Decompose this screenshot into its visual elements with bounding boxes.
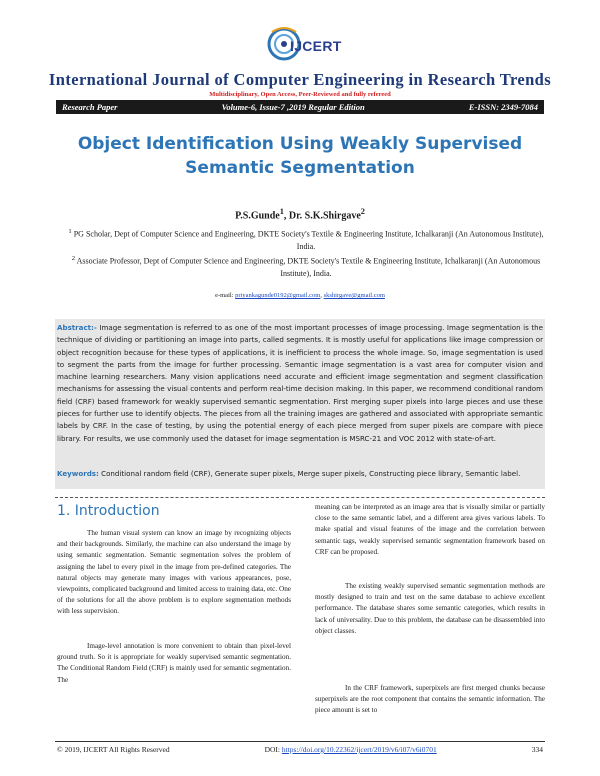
paper-type: Research Paper — [62, 102, 118, 112]
authors — [0, 207, 600, 221]
email-label: e-mail: — [215, 292, 236, 299]
author-separator: , — [283, 210, 289, 222]
keywords — [57, 468, 543, 479]
affiliation-2-sup: 2 — [71, 255, 76, 262]
doi — [265, 745, 437, 754]
section-heading-introduction: 1. Introduction — [57, 503, 160, 519]
abstract-label: Abstract:- — [57, 323, 97, 332]
affiliation-2-text: Associate Professor, Dept of Computer Science and Engineering, DKTE Society's Textile & Engineering Institute, Ichalkaranji (An Autonomous Institute), India. — [75, 256, 541, 278]
footer-divider — [55, 741, 545, 742]
header-bar — [56, 100, 544, 114]
paper-title-line1: Object Identification Using Weakly Supervised — [77, 134, 523, 154]
paragraph — [315, 581, 545, 637]
paper-title-line2: Semantic Segmentation — [185, 158, 415, 178]
paragraph — [57, 528, 291, 618]
logo-text: IJCERT — [290, 38, 342, 54]
author-1: P.S.Gunde — [235, 210, 280, 222]
journal-title: International Journal of Computer Engineering in Research Trends — [48, 70, 552, 89]
email-link-2[interactable]: skshirgave@gmail.com — [323, 292, 385, 299]
author-1-sup: 1 — [279, 207, 284, 216]
email-link-1[interactable]: priyankagunde0192@gmail.com — [235, 292, 321, 299]
author-2: Dr. S.K.Shirgave — [288, 210, 361, 222]
section-divider — [55, 497, 545, 498]
affiliation-2 — [66, 253, 546, 280]
email-line — [0, 292, 600, 299]
affiliation-1 — [66, 226, 546, 253]
paragraph-text: In the CRF framework, superpixels are first merged chunks because superpixels are the root component that contains the semantic information. The piece amount is set to — [315, 684, 545, 715]
volume-info: Volume-6, Issue-7 ,2019 Regular Edition — [221, 102, 365, 112]
paragraph — [315, 683, 545, 717]
paragraph-text: meaning can be interpreted as an image area that is visually similar or partially close to the same semantic label, and a different area gives various labels. To make spatial and visual features of the image and the correlation between semantic tags, weakly supervised semantic segmentation framework based on CRF can be proposed. — [315, 503, 545, 556]
journal-subtitle: Multidisciplinary, Open Access, Peer-Reviewed and fully refereed — [209, 91, 391, 98]
abstract — [57, 322, 543, 445]
footer — [57, 745, 543, 754]
paragraph — [315, 502, 545, 558]
paragraph — [57, 641, 291, 686]
paragraph-text: The human visual system can know an image by recognizing objects and their backgrounds. Similarly, the machine can also understand the image by using semantic segmentation. Semantic segmentation solves the problem of assigning the label to every pixel in the image from pre-defined categories. The natural objects may generate many images with various appearances, pose, viewpoints, complicated background and limited access to training data, etc. One of the solutions for all the above problem is to explore segmentation methods with less supervision. — [57, 529, 291, 616]
keywords-text: Conditional random field (CRF), Generate super pixels, Merge super pixels, Constructing piece library, Semantic label. — [98, 469, 521, 478]
abstract-text: Image segmentation is referred to as one of the most important processes of image processing. Image segmentation is the technique of dividing or partitioning an image into parts, called segments. It is mostly useful for applications like image compression or object recognition because for these types of applications, it is inefficient to process the whole image. So, image segmentation is used to segment the parts from the image for further processing. Semantic image segmentation is a vast area for computer vision and machine learning researchers. Many vision applications need accurate and efficient image segmentation and segment classification mechanisms for assessing the visual contents and perform real-time decision making. In this paper, we recommend conditional random field (CRF) based framework for weakly supervised semantic segmentation. First merging super pixels into large pieces and use these pieces for further use to identify objects. The pieces from all the training images are gathered and associated with appropriate semantic labels by CRF. In the case of testing, by using the potential energy of each piece merged from super pixels are compare with piece library. For results, we use commonly used the dataset for image segmentation is MSRC-21 and VOC 2012 with state-of-art. — [57, 323, 543, 443]
author-2-sup: 2 — [360, 207, 365, 216]
paragraph-text: Image-level annotation is more convenient to obtain than pixel-level ground truth. So it is appropriate for weakly supervised semantic segmentation. The Conditional Random Field (CRF) is mainly used for semantic segmentation. The — [57, 642, 291, 684]
paragraph-text: The existing weakly supervised semantic segmentation methods are mostly designed to train and test on the same database to achieve excellent performance. The database shares some semantic categories, which results in lack of universality. Due to this problem, the database can be disassembled into object classes. — [315, 582, 545, 635]
doi-label: DOI: — [264, 745, 282, 754]
copyright: © 2019, IJCERT All Rights Reserved — [57, 745, 170, 754]
email-separator: , — [320, 292, 324, 299]
keywords-label: Keywords: — [57, 469, 99, 478]
paper-title — [0, 132, 600, 180]
doi-link[interactable]: https://doi.org/10.22362/ijcert/2019/v6/i07/v6i0701 — [281, 745, 437, 754]
issn: E-ISSN: 2349-7084 — [468, 102, 538, 112]
affiliation-1-text: PG Scholar, Dept of Computer Science and Engineering, DKTE Society's Textile & Engineering Institute, Ichalkaranji (An Autonomous Institute), India. — [71, 229, 544, 251]
page-number: 334 — [531, 745, 543, 754]
affiliation-1-sup: 1 — [68, 228, 72, 235]
